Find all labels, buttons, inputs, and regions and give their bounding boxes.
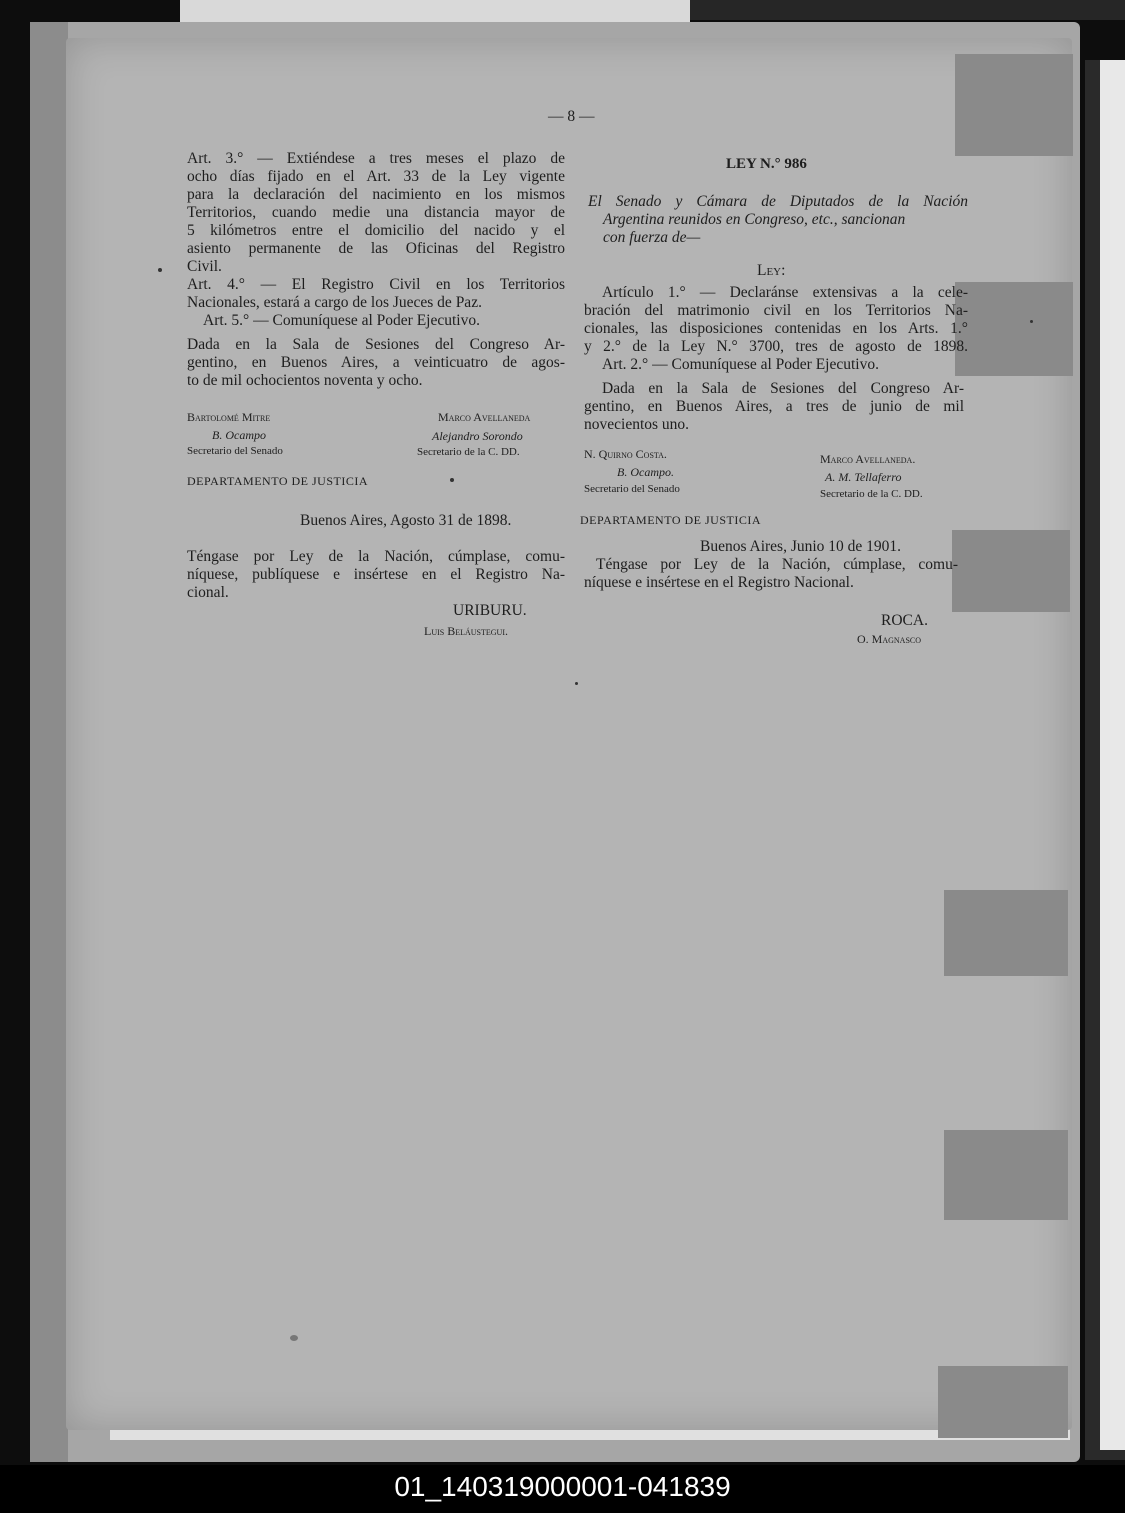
signature-name: Bartolomé Mitre	[187, 410, 271, 424]
image-caption: 01_140319000001-041839	[0, 1465, 1125, 1513]
law-title: LEY N.° 986	[726, 156, 807, 172]
signer-name: ROCA.	[881, 612, 928, 629]
left-text-line: ocho días fijado en el Art. 33 de la Ley vigente	[187, 168, 565, 185]
signature-deputy: Alejandro Sorondo	[432, 429, 523, 443]
right-text-line: bración del matrimonio civil en los Territorios Na-	[584, 302, 968, 319]
right-text-line: Art. 2.° — Comuníquese al Poder Ejecutivo.	[602, 356, 879, 373]
left-text-line: Dada en la Sala de Sesiones del Congreso Ar-	[187, 336, 565, 353]
minister-name: O. Magnasco	[857, 632, 922, 646]
signer-name: URIBURU.	[453, 602, 527, 619]
tape-tab	[938, 1366, 1068, 1438]
decree-line: cional.	[187, 584, 229, 601]
preamble-line: Argentina reunidos en Congreso, etc., sancionan	[603, 211, 906, 228]
right-text-line: gentino, en Buenos Aires, a tres de junio de mil	[584, 398, 964, 415]
right-text-line: Artículo 1.° — Declaránse extensivas a la cele-	[602, 284, 968, 301]
background-dark-area	[690, 0, 1125, 20]
adjacent-sheet	[1100, 60, 1125, 1450]
signature-role: Secretario de la C. DD.	[417, 446, 520, 458]
tape-tab	[944, 890, 1068, 976]
signature-deputy: A. M. Tellaferro	[825, 470, 902, 484]
right-text-line: cionales, las disposiciones contenidas en los Arts. 1.°	[584, 320, 968, 337]
background-paper-scrap	[180, 0, 690, 22]
right-text-line: novecientos uno.	[584, 416, 690, 433]
binder-spine	[30, 22, 68, 1462]
tape-tab	[955, 54, 1073, 156]
preamble-line: El Senado y Cámara de Diputados de la Nación	[588, 193, 968, 210]
right-text-line: y 2.° de la Ley N.° 3700, tres de agosto de 1898.	[584, 338, 968, 355]
left-text-line: Art. 3.° — Extiéndese a tres meses el plazo de	[187, 150, 565, 167]
tape-tab	[952, 530, 1070, 612]
preamble-line: con fuerza de—	[603, 229, 701, 246]
signature-name: N. Quirno Costa.	[584, 447, 667, 461]
decree-line: Téngase por Ley de la Nación, cúmplase, comu-	[187, 548, 565, 565]
signature-role: Secretario del Senado	[584, 483, 680, 495]
left-text-line: Nacionales, estará a cargo de los Jueces de Paz.	[187, 294, 482, 311]
left-text-line: to de mil ochocientos noventa y ocho.	[187, 372, 423, 389]
page-number: — 8 —	[548, 108, 595, 125]
left-text-line: para la declaración del nacimiento en los mismos	[187, 186, 565, 203]
left-text-line: 5 kilómetros entre el domicilio del nacido y el	[187, 222, 565, 239]
left-text-line: gentino, en Buenos Aires, a veinticuatro de agos-	[187, 354, 565, 371]
decree-date: Buenos Aires, Agosto 31 de 1898.	[300, 512, 512, 529]
decree-date: Buenos Aires, Junio 10 de 1901.	[700, 538, 902, 555]
tape-tab	[955, 282, 1073, 376]
ink-speck	[290, 1335, 298, 1341]
signature-role: Secretario de la C. DD.	[820, 488, 923, 500]
signature-name: Marco Avellaneda.	[820, 452, 916, 466]
department-heading: DEPARTAMENTO DE JUSTICIA	[580, 513, 761, 527]
left-text-line: asiento permanente de las Oficinas del Registro	[187, 240, 565, 257]
signature-deputy: B. Ocampo	[212, 428, 266, 442]
decree-line: níquese e insértese en el Registro Nacional.	[584, 574, 854, 591]
ink-speck	[1030, 320, 1033, 323]
left-text-line: Territorios, cuando medie una distancia mayor de	[187, 204, 565, 221]
ink-speck	[158, 268, 162, 272]
ink-speck	[575, 682, 578, 685]
signature-deputy: B. Ocampo.	[617, 465, 674, 479]
signature-role: Secretario del Senado	[187, 445, 283, 457]
department-heading: DEPARTAMENTO DE JUSTICIA	[187, 474, 368, 488]
decree-line: níquese, publíquese e insértese en el Registro Na-	[187, 566, 565, 583]
minister-name: Luis Beláustegui.	[424, 624, 508, 638]
signature-name: Marco Avellaneda	[438, 410, 531, 424]
right-text-line: Dada en la Sala de Sesiones del Congreso Ar-	[602, 380, 964, 397]
left-text-line: Art. 5.° — Comuníquese al Poder Ejecutivo.	[203, 312, 480, 329]
decree-line: Téngase por Ley de la Nación, cúmplase, comu-	[596, 556, 958, 573]
ink-speck	[450, 478, 454, 482]
tape-tab	[944, 1130, 1068, 1220]
ley-heading: Ley:	[757, 262, 786, 279]
left-text-line: Civil.	[187, 258, 222, 275]
left-text-line: Art. 4.° — El Registro Civil en los Territorios	[187, 276, 565, 293]
